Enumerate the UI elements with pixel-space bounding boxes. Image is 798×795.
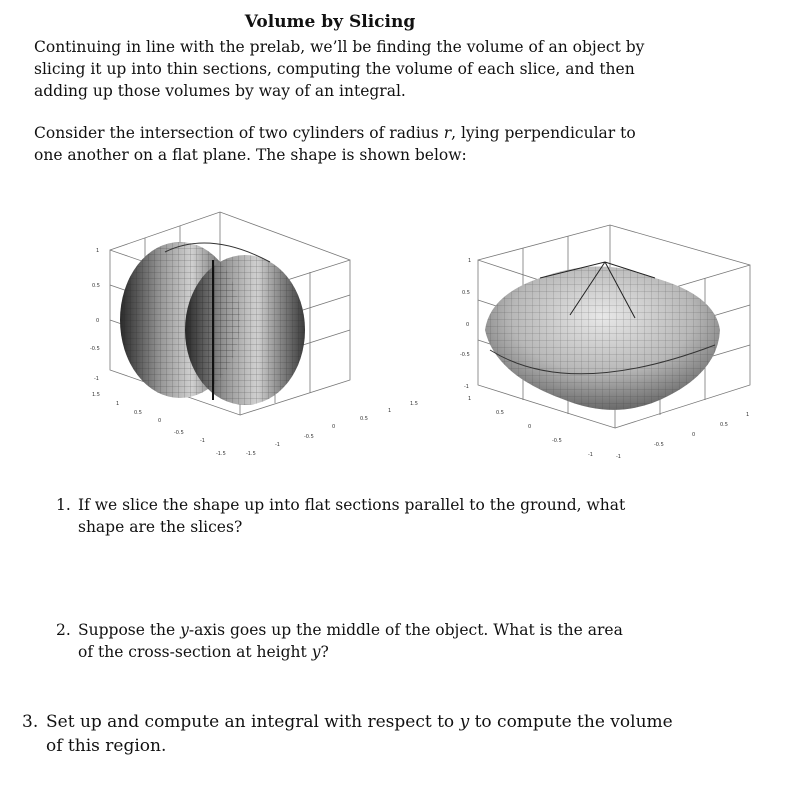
question-number: 2.	[56, 621, 71, 639]
question-text	[78, 619, 636, 663]
intro-paragraph: Continuing in line with the prelab, we’ll be finding the volume of an object by slicing it up into thin sections, computing the volume of each slice, and then adding up those volumes by way of an integral.	[34, 38, 645, 100]
left-x-tick: -1.5	[216, 451, 226, 457]
right-z-tick: -0.5	[460, 352, 470, 358]
right-y-tick: -1	[616, 454, 621, 460]
left-x-tick: 1	[116, 401, 120, 407]
left-solid	[120, 242, 305, 405]
question-number: 1.	[56, 496, 71, 514]
left-z-tick: 0	[96, 318, 100, 324]
left-y-tick: 1.5	[410, 401, 418, 407]
question-text-part: -axis goes up the middle of the object. What is the area of the cross-section at height	[78, 621, 623, 661]
left-y-tick: 0.5	[360, 416, 368, 422]
right-z-tick: 0.5	[462, 290, 470, 296]
right-z-tick: -1	[464, 384, 469, 390]
right-x-tick: -0.5	[552, 438, 562, 444]
question-text-part: ?	[320, 643, 329, 661]
right-z-tick: 0	[466, 322, 470, 328]
question-text-part: to compute the volume of this region.	[46, 712, 673, 756]
left-z-tick: -1	[94, 376, 99, 382]
right-y-tick: 0.5	[720, 422, 728, 428]
right-x-tick: 0	[528, 424, 532, 430]
radius-variable: r	[443, 124, 452, 142]
left-z-tick: 0.5	[92, 283, 100, 289]
left-x-tick: -1	[200, 438, 205, 444]
setup-text-after: , lying perpendicular to one another on a flat plane. The shape is shown below:	[34, 124, 636, 164]
right-y-tick: -0.5	[654, 442, 664, 448]
left-y-tick: 0	[332, 424, 336, 430]
question-text-part: Suppose the	[78, 621, 181, 639]
question-number: 3.	[22, 712, 39, 732]
left-y-tick: -1.5	[246, 451, 256, 457]
y-variable: y	[180, 621, 189, 639]
left-x-tick: -0.5	[174, 430, 184, 436]
y-variable: y	[311, 643, 321, 661]
right-3d-plot	[420, 200, 760, 470]
right-z-tick: 1	[468, 258, 472, 264]
left-y-tick: -0.5	[304, 434, 314, 440]
y-variable: y	[459, 712, 470, 732]
right-x-tick: -1	[588, 452, 593, 458]
right-x-tick: 1	[468, 396, 472, 402]
left-y-tick: -1	[275, 442, 280, 448]
figure-row	[70, 200, 760, 480]
left-z-tick: 1	[96, 248, 100, 254]
page-title: Volume by Slicing	[244, 12, 416, 32]
right-y-tick: 0	[692, 432, 696, 438]
question-text-part: Set up and compute an integral with respect to	[46, 712, 460, 732]
right-y-tick: 1	[746, 412, 750, 418]
right-x-tick: 0.5	[496, 410, 504, 416]
left-x-tick: 0	[158, 418, 162, 424]
left-x-tick: 1.5	[92, 392, 100, 398]
left-z-tick: -0.5	[90, 346, 100, 352]
left-y-tick: 1	[388, 408, 392, 414]
question-text: If we slice the shape up into flat sections parallel to the ground, what shape are the slices?	[78, 496, 626, 536]
left-3d-plot	[70, 200, 420, 470]
question-text	[46, 710, 682, 758]
setup-paragraph	[34, 122, 654, 166]
setup-text-before: Consider the intersection of two cylinders of radius	[34, 124, 444, 142]
left-x-tick: 0.5	[134, 410, 142, 416]
